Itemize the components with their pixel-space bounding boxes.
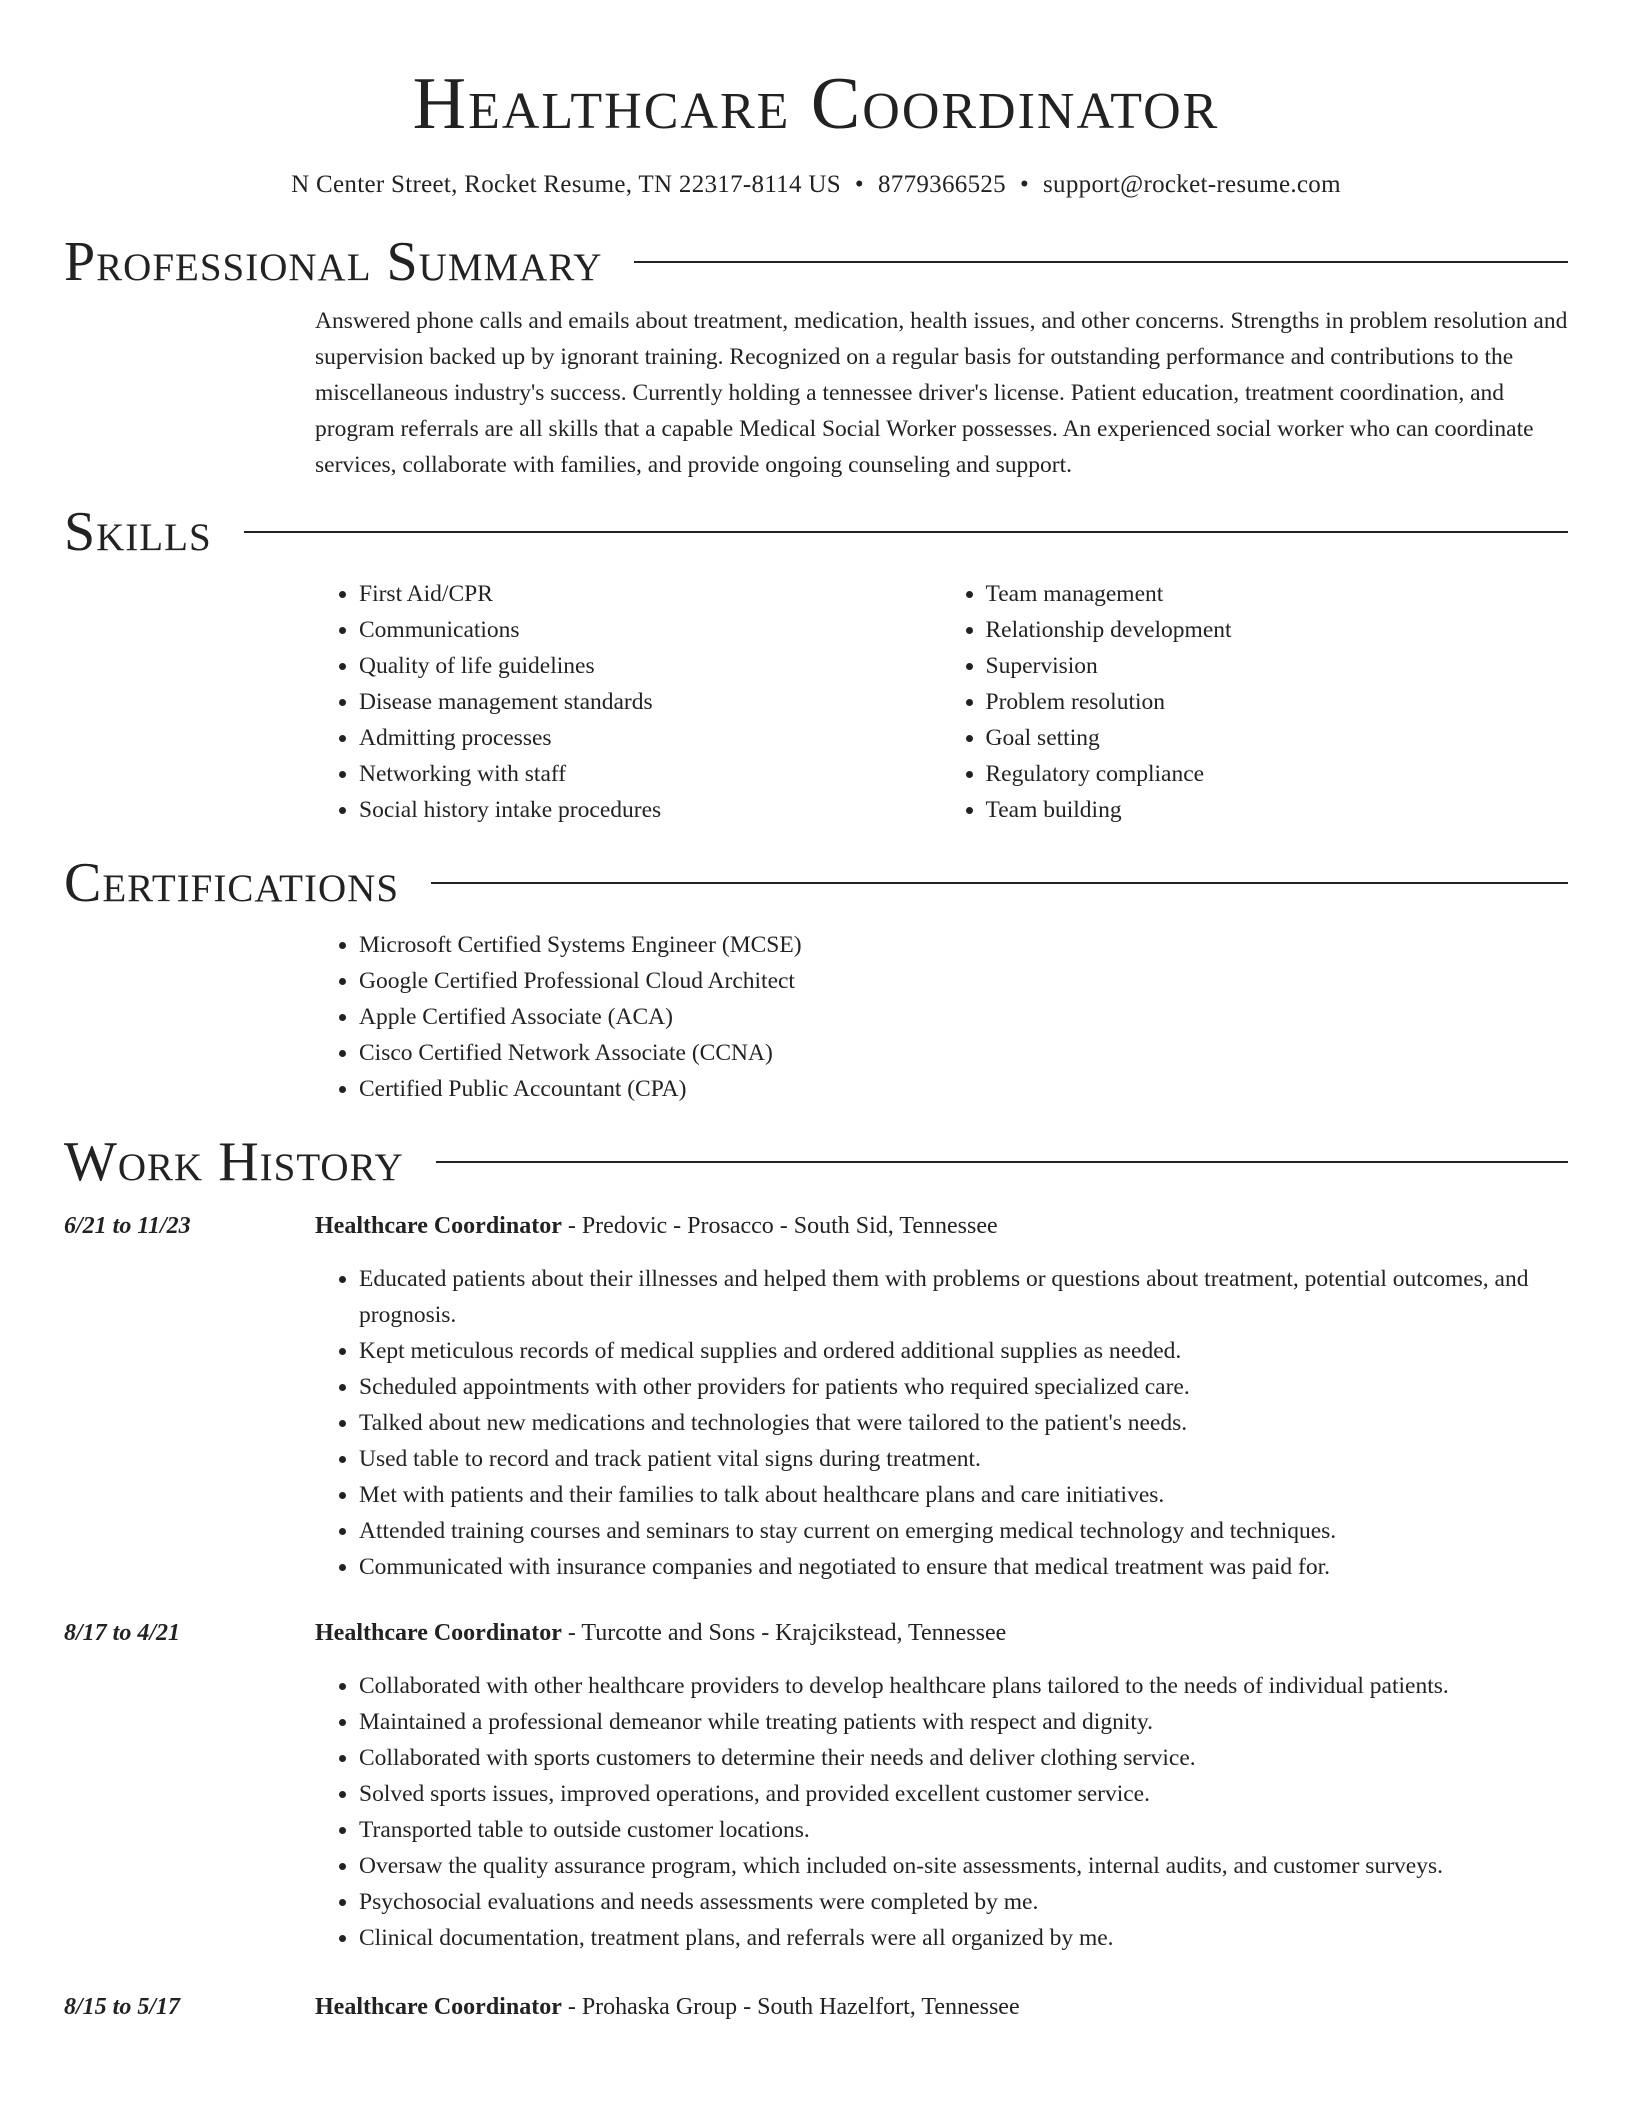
skill-item: • Networking with staff <box>359 756 942 792</box>
job-heading <box>315 1208 1568 1244</box>
certifications-section-header <box>64 852 1568 914</box>
section-divider <box>431 882 1568 884</box>
skill-item: • First Aid/CPR <box>359 576 942 612</box>
job-bullets <box>315 1261 1568 1585</box>
job-role: Healthcare Coordinator <box>315 1994 562 2020</box>
job-bullet: • Collaborated with other healthcare providers to develop healthcare plans tailored to the needs of individual patients. <box>359 1668 1568 1704</box>
skill-item: • Relationship development <box>986 612 1569 648</box>
certification-item: • Cisco Certified Network Associate (CCNA) <box>359 1035 1568 1071</box>
job-bullet: • Used table to record and track patient vital signs during treatment. <box>359 1441 1568 1477</box>
job-bullet: • Oversaw the quality assurance program, which included on-site assessments, internal audits, and customer surveys. <box>359 1848 1568 1884</box>
job-bullet: • Transported table to outside customer locations. <box>359 1812 1568 1848</box>
certification-item: • Apple Certified Associate (ACA) <box>359 999 1568 1035</box>
job-body <box>315 1615 1568 1956</box>
skill-item: • Disease management standards <box>359 684 942 720</box>
certification-item: • Microsoft Certified Systems Engineer (MCSE) <box>359 927 1568 963</box>
skill-item: • Team management <box>986 576 1569 612</box>
skill-item: • Supervision <box>986 648 1569 684</box>
job-bullet: • Scheduled appointments with other providers for patients who required specialized care. <box>359 1369 1568 1405</box>
skill-item: • Admitting processes <box>359 720 942 756</box>
skills-column-left <box>315 576 942 828</box>
certification-item: • Google Certified Professional Cloud Architect <box>359 963 1568 999</box>
summary-body <box>315 303 1568 483</box>
contact-line <box>64 169 1568 201</box>
job-dates: 8/15 to 5/17 <box>64 1994 181 2020</box>
skill-item: • Goal setting <box>986 720 1569 756</box>
section-divider <box>436 1161 1568 1163</box>
job-bullet: • Psychosocial evaluations and needs assessments were completed by me. <box>359 1884 1568 1920</box>
job-role: Healthcare Coordinator <box>315 1213 562 1239</box>
resume-document <box>64 60 1568 2042</box>
skills-section-header <box>64 501 1568 563</box>
job-entry <box>64 1989 1568 2042</box>
job-bullets <box>315 1668 1568 1956</box>
work-section-header <box>64 1131 1568 1193</box>
job-bullet: • Educated patients about their illnesses and helped them with problems or questions about treatment, potential outcomes, and prognosis. <box>359 1261 1568 1333</box>
job-dates: 6/21 to 11/23 <box>64 1213 191 1239</box>
work-section-title: Work History <box>64 1131 404 1193</box>
skills-section-title: Skills <box>64 501 212 563</box>
job-heading <box>315 1989 1568 2025</box>
summary-section-header <box>64 231 1568 293</box>
job-bullet: • Maintained a professional demeanor while treating patients with respect and dignity. <box>359 1704 1568 1740</box>
job-bullet: • Kept meticulous records of medical supplies and ordered additional supplies as needed. <box>359 1333 1568 1369</box>
skills-list <box>315 576 1568 828</box>
summary-section-title: Professional Summary <box>64 231 603 293</box>
skills-column-right <box>942 576 1569 828</box>
certification-item: • Certified Public Accountant (CPA) <box>359 1071 1568 1107</box>
certifications-section-title: Certifications <box>64 852 400 914</box>
certifications-body <box>315 927 1568 1107</box>
job-bullet: • Talked about new medications and technologies that were tailored to the patient's needs. <box>359 1405 1568 1441</box>
skill-item: • Regulatory compliance <box>986 756 1569 792</box>
job-bullet: • Solved sports issues, improved operations, and provided excellent customer service. <box>359 1776 1568 1812</box>
skill-item: • Social history intake procedures <box>359 792 942 828</box>
job-entry <box>64 1208 1568 1585</box>
job-dates: 8/17 to 4/21 <box>64 1620 181 1646</box>
section-divider <box>634 261 1568 263</box>
job-bullet: • Clinical documentation, treatment plans, and referrals were all organized by me. <box>359 1920 1568 1956</box>
job-employer-location: - Turcotte and Sons - Krajcikstead, Tennessee <box>561 1620 1007 1646</box>
skill-item: • Team building <box>986 792 1569 828</box>
job-body <box>315 1208 1568 1585</box>
job-employer-location: - Prohaska Group - South Hazelfort, Tennessee <box>561 1994 1020 2020</box>
contact-email: support@rocket-resume.com <box>1043 171 1341 198</box>
contact-address: N Center Street, Rocket Resume, TN 22317-8114 US <box>291 171 841 198</box>
work-history-list <box>64 1208 1568 2042</box>
skill-item: • Communications <box>359 612 942 648</box>
job-employer-location: - Predovic - Prosacco - South Sid, Tennessee <box>561 1213 998 1239</box>
contact-separator: • <box>1019 171 1030 198</box>
job-body <box>315 1989 1568 2042</box>
section-divider <box>244 531 1568 533</box>
skill-item: • Quality of life guidelines <box>359 648 942 684</box>
contact-phone: 8779366525 <box>877 171 1006 198</box>
skill-item: • Problem resolution <box>986 684 1569 720</box>
summary-text: Answered phone calls and emails about treatment, medication, health issues, and other concerns. Strengths in problem resolution and supervision backed up by ignorant training. Recognized on a regular basis for outstanding performance and contributions to the miscellaneous industry's success. Currently holding a tennessee driver's license. Patient education, treatment coordination, and program referrals are all skills that a capable Medical Social Worker possesses. An experienced social worker who can coordinate services, collaborate with families, and provide ongoing counseling and support. <box>315 308 1568 478</box>
job-bullet: • Attended training courses and seminars to stay current on emerging medical technology and techniques. <box>359 1513 1568 1549</box>
job-bullet: • Collaborated with sports customers to determine their needs and deliver clothing service. <box>359 1740 1568 1776</box>
job-bullet: • Communicated with insurance companies and negotiated to ensure that medical treatment was paid for. <box>359 1549 1568 1585</box>
candidate-name: Healthcare Coordinator <box>412 63 1220 145</box>
job-heading <box>315 1615 1568 1651</box>
certifications-list <box>315 927 1568 1107</box>
job-bullet: • Met with patients and their families to talk about healthcare plans and care initiatives. <box>359 1477 1568 1513</box>
contact-separator: • <box>854 171 864 198</box>
job-entry <box>64 1615 1568 1956</box>
job-role: Healthcare Coordinator <box>315 1620 562 1646</box>
